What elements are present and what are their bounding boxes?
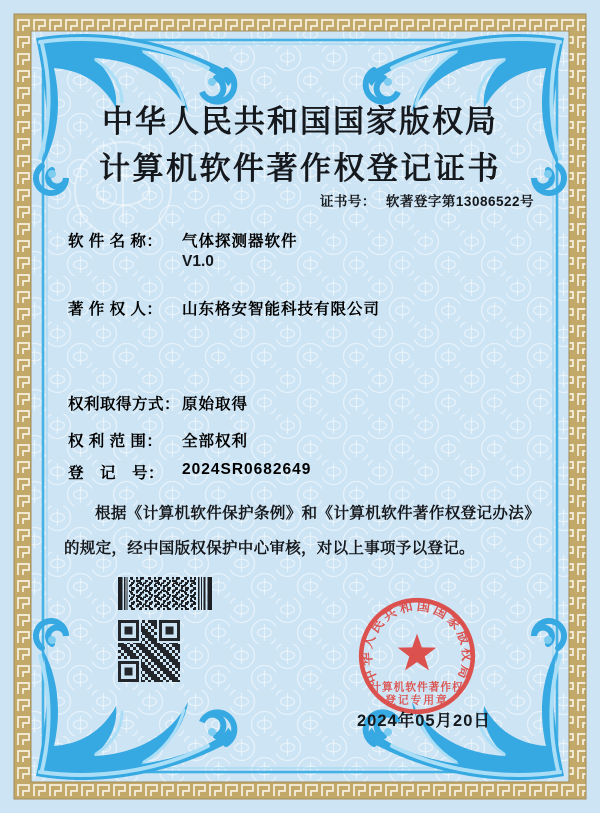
rights-scope-value: 全部权利 (182, 433, 249, 450)
registration-number-label: 登 记 号： (68, 465, 165, 482)
field-copyright-owner (68, 297, 380, 319)
field-software-name (68, 229, 298, 251)
seal-star (398, 634, 437, 671)
field-registration-number (68, 461, 311, 483)
issuer-title: 中华人民共和国国家版权局 (102, 104, 498, 139)
certificate-number-value: 软著登字第13086522号 (385, 194, 534, 209)
field-acquisition-method (68, 392, 248, 414)
registration-statement: 根据《计算机软件保护条例》和《计算机软件著作权登记办法》的规定，经中国版权保护中心审核，对以上事项予以登记。 (64, 505, 540, 557)
certificate-number (320, 190, 534, 210)
field-rights-scope (68, 429, 248, 451)
acquisition-method-label: 权利取得方式： (68, 396, 181, 413)
registration-number-value: 2024SR0682649 (182, 461, 312, 478)
certificate-number-label: 证书号： (319, 194, 376, 209)
rights-scope-label: 权 利 范 围： (68, 433, 163, 450)
seal-ring-text: 中华人民共和国国家版权局 (359, 597, 475, 686)
certificate-title: 计算机软件著作权登记证书 (99, 151, 501, 186)
qr-code (118, 620, 180, 682)
official-seal (351, 590, 483, 722)
registration-date: 2024年05月20日 (357, 712, 491, 730)
copyright-owner-label: 著 作 权 人： (68, 301, 163, 318)
software-name-value: 气体探测器软件 (182, 233, 298, 250)
seal-text-line2: 登记专用章 (385, 694, 449, 707)
software-version-value: V1.0 (182, 253, 214, 270)
pdf417-barcode (118, 577, 212, 610)
seal-text-line1: 计算机软件著作权 (370, 681, 464, 694)
acquisition-method-value: 原始取得 (182, 396, 249, 413)
software-name-label: 软 件 名 称： (68, 233, 163, 250)
copyright-owner-value: 山东格安智能科技有限公司 (182, 301, 381, 318)
